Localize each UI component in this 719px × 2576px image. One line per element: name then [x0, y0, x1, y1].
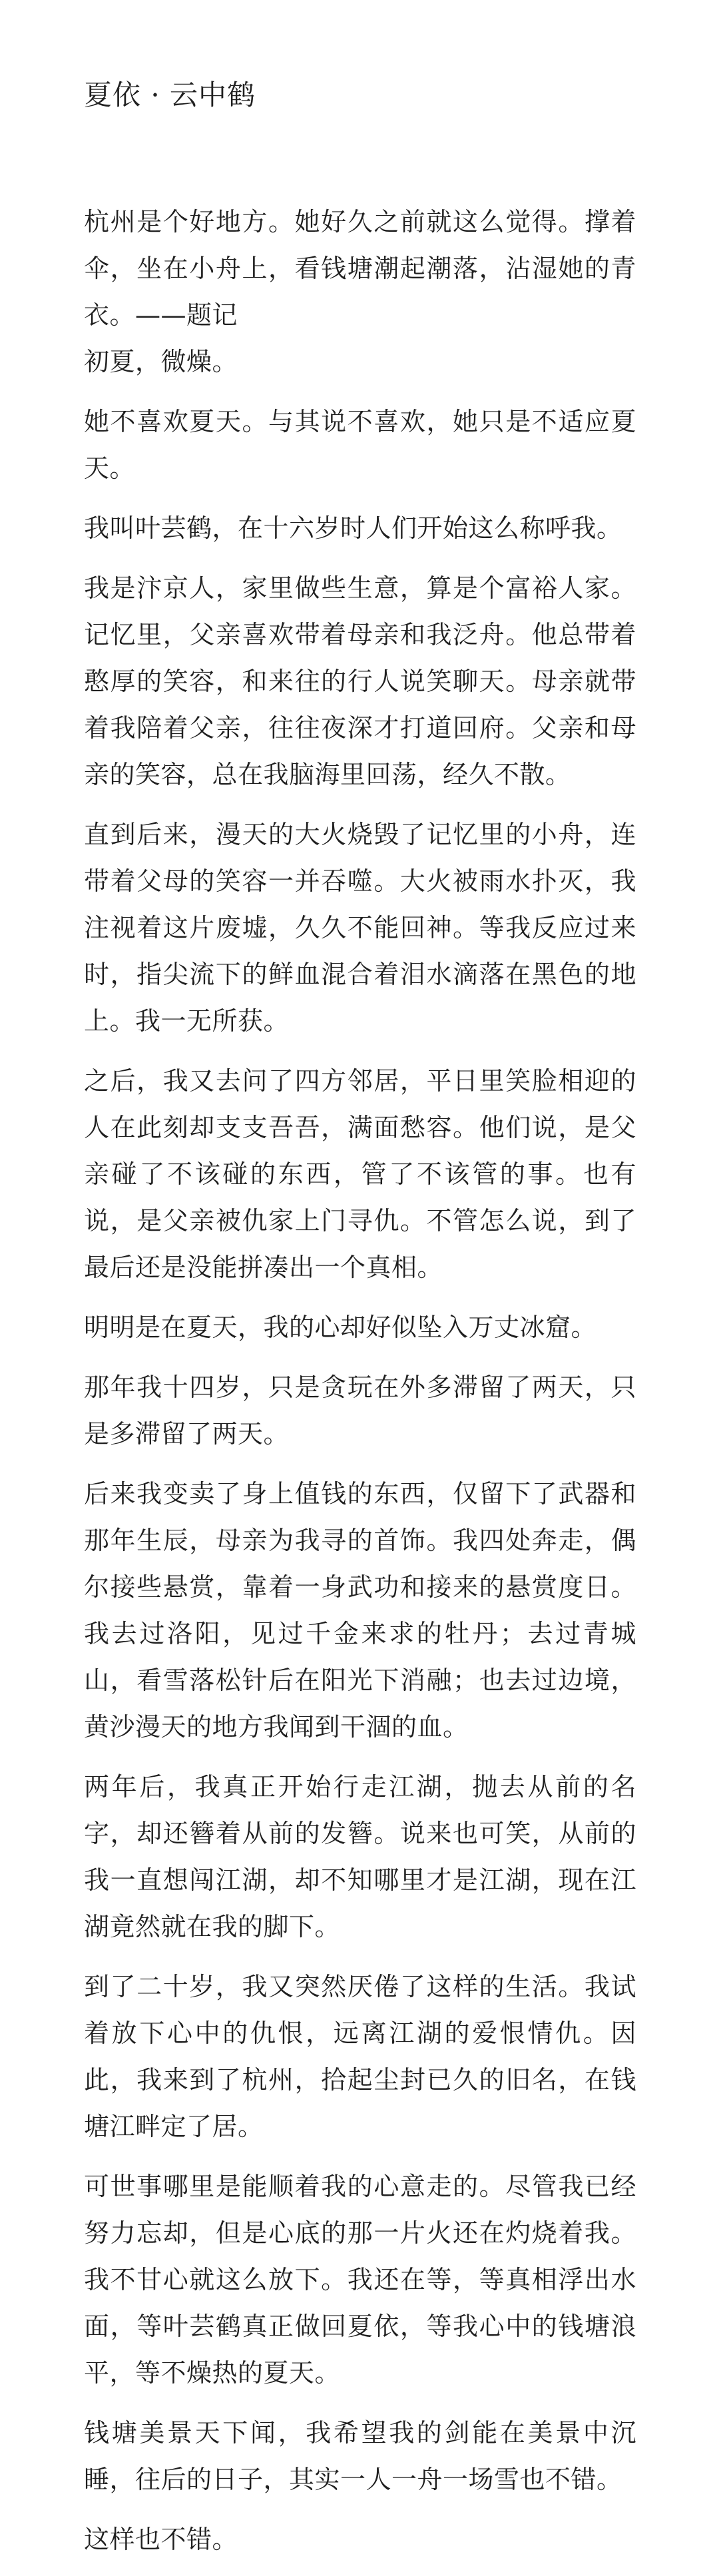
paragraph: 钱塘美景天下闻，我希望我的剑能在美景中沉睡，往后的日子，其实一人一舟一场雪也不错。 [84, 2418, 636, 2494]
paragraph: 后来我变卖了身上值钱的东西，仅留下了武器和那年生辰，母亲为我寻的首饰。我四处奔走，偶尔接些悬赏，靠着一身武功和接来的悬赏度日。我去过洛阳，见过千金来求的牡丹；去过青城山，看雪落松针后在阳光下消融；也去过边境，黄沙漫天的地方我闻到干涸的血。 [84, 1479, 636, 1742]
paragraph: 这样也不错。 [84, 2525, 238, 2554]
paragraph: 到了二十岁，我又突然厌倦了这样的生活。我试着放下心中的仇恨，远离江湖的爱恨情仇。因此，我来到了杭州，拾起尘封已久的旧名，在钱塘江畔定了居。 [84, 1972, 636, 2141]
paragraph: 直到后来，漫天的大火烧毁了记忆里的小舟，连带着父母的笑容一并吞噬。大火被雨水扑灭，我注视着这片废墟，久久不能回神。等我反应过来时，指尖流下的鲜血混合着泪水滴落在黑色的地上。我一无所获。 [84, 820, 636, 1036]
paragraph: 明明是在夏天，我的心却好似坠入万丈冰窟。 [84, 1313, 597, 1342]
paragraph: 杭州是个好地方。她好久之前就这么觉得。撑着伞，坐在小舟上，看钱塘潮起潮落，沾湿她的青衣。——题记 [84, 207, 636, 330]
page-title: 夏依 · 云中鹤 [84, 79, 256, 111]
paragraph: 两年后，我真正开始行走江湖，抛去从前的名字，却还簪着从前的发簪。说来也可笑，从前的我一直想闯江湖，却不知哪里才是江湖，现在江湖竟然就在我的脚下。 [84, 1772, 636, 1941]
paragraph: 那年我十四岁，只是贪玩在外多滞留了两天，只是多滞留了两天。 [84, 1373, 636, 1449]
article-body [84, 198, 636, 2576]
paragraph: 我叫叶芸鹤，在十六岁时人们开始这么称呼我。 [84, 513, 622, 543]
paragraph: 初夏，微燥。 [84, 347, 238, 376]
paragraph: 之后，我又去问了四方邻居，平日里笑脸相迎的人在此刻却支支吾吾，满面愁容。他们说，是父亲碰了不该碰的东西，管了不该管的事。也有说，是父亲被仇家上门寻仇。不管怎么说，到了最后还是没能拼凑出一个真相。 [84, 1066, 636, 1282]
paragraph: 她不喜欢夏天。与其说不喜欢，她只是不适应夏天。 [84, 407, 636, 483]
paragraph: 可世事哪里是能顺着我的心意走的。尽管我已经努力忘却，但是心底的那一片火还在灼烧着我。我不甘心就这么放下。我还在等，等真相浮出水面，等叶芸鹤真正做回夏依，等我心中的钱塘浪平，等不燥热的夏天。 [84, 2172, 636, 2388]
paragraph: 我是汴京人，家里做些生意，算是个富裕人家。记忆里，父亲喜欢带着母亲和我泛舟。他总带着憨厚的笑容，和来往的行人说笑聊天。母亲就带着我陪着父亲，往往夜深才打道回府。父亲和母亲的笑容，总在我脑海里回荡，经久不散。 [84, 573, 636, 789]
